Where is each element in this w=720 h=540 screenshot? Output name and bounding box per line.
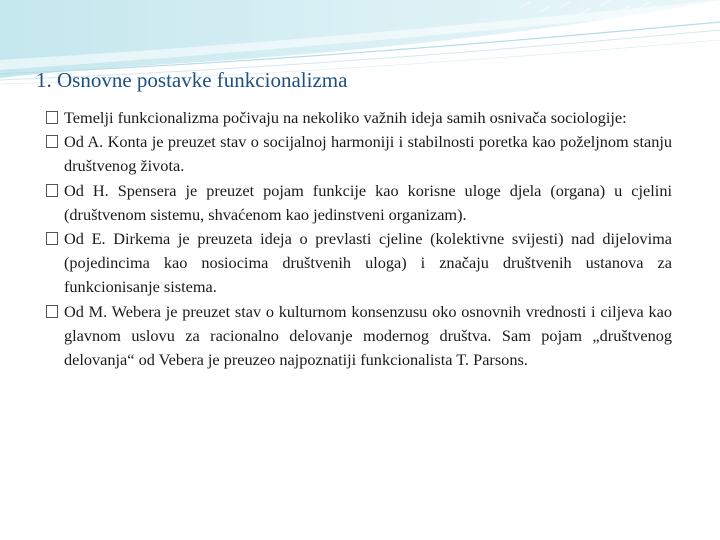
bullet-list [46,106,672,372]
header-decoration [0,0,720,110]
square-bullet-icon [46,135,58,148]
square-bullet-icon [46,184,58,197]
list-item [46,227,672,300]
square-bullet-icon [46,305,58,318]
list-item [46,179,672,227]
bullet-text: Od H. Spensera je preuzet pojam funkcije kao korisne uloge djela (organa) u cjelini (društvenom sistemu, shvaćenom kao jedinstveni organizam). [64,180,672,224]
list-item [46,130,672,178]
bullet-text: Od A. Konta je preuzet stav o socijalnoj harmoniji i stabilnosti poretka kao poželjnom stanju društvenog života. [64,132,672,176]
square-bullet-icon [46,111,58,124]
bullet-text: Od M. Webera je preuzet stav o kulturnom konsenzusu oko osnovnih vrednosti i ciljeva kao glavnom uslovu za racionalno delovanje modernog društva. Sam pojam „društvenog delovanja“ od Vebera je preuzeo najpoznatiji funkcionalista T. Parsons. [64,301,672,370]
list-item [46,300,672,373]
slide-title: 1. Osnovne postavke funkcionalizma [36,68,348,92]
bullet-text: Temelji funkcionalizma počivaju na nekoliko važnih ideja samih osnivača sociologije: [64,108,627,127]
list-item [46,106,672,130]
square-bullet-icon [46,232,58,245]
bullet-text: Od E. Dirkema je preuzeta ideja o prevlasti cjeline (kolektivne svijesti) nad dijelovima (pojedincima kao nosiocima društvenih uloga) i značaju društvenih ustanova za funkcionisanje sistema. [64,229,672,297]
